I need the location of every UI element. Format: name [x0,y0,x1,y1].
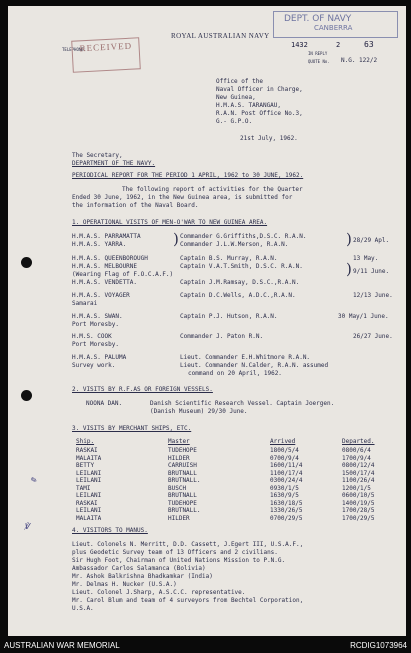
warship-commander: Commander G.Griffiths,D.S.C. R.A.N. [180,233,307,240]
warship-dates: 13 May. [353,255,379,262]
document-page: ROYAL AUSTRALIAN NAVY TELEPHONE: RECEIVED DEPT. OF NAVY CANBERRA 1432 2 63 IN REPLY QUOTE No. N.G. 122/2 Office of the Naval Officer in Charge, New Guinea, H.M.A.S. TARANGAU, R.A.N. Post Office No.3, G.- G.P.O. 21st July, 1962. The Secretary, DEPARTMENT OF THE NAVY. PERIODICAL REPORT FOR THE PERIOD 1 APRIL, 1962 to 30 JUNE, 1962. The following report of activities for the Quarter Ended 30 June, 1962, in the New Guinea area, is submitted for the information of the Naval Board. 1. OPERATIONAL VISITS OF MEN-O'WAR TO NEW GUINEA AREA. H.M.A.S. PARRAMATTA H.M.A.S. YARRA. ) Commander G.Griffiths,D.S.C. R.A.N. Commander J.L.W.Merson, R.A.N. ) 28/29 Apl. H.M.A.S. QUEENBOROUGH Captain B.S. Murray, R.A.N. 13 May. H.M.A.S. MELBOURNE (Wearing Flag of F.O.C.A.F.) Captain V.A.T.Smith, D.S.C. R.A.N. ) 9/11 June. H.M.A.S. VENDETTA. Captain J.M.Ramsay, D.S.C.,R.A.N. H.M.A.S. VOYAGER Samarai Captain D.C.Wells, A.D.C.,R.A.N. 12/13 June. H.M.A.S. SWAN. Port Moresby. Captain P.J. Hutson, R.A.N. 30 May/1 June. H.M.S. COOK Port Moresby. Commander J. Paton R.N. 26/27 June. H.M.A.S. PALUMA Survey work. Lieut. Commander E.H.Whitmore R.A.N. Lieut. Commander N.Calder, R.A.N. assumed command on 20 April, 1962. 2. VISITS BY R.F.AS OR FOREIGN VESSELS. NOONA DAN. Danish Scientific Research Vessel. Captain Joergen. (Danish Museum) 29/30 June. 3. VISITS BY MERCHANT SHIPS, ETC. Ship. Master Arrived Departed. RASKAI TUDEHOPE 1800/5/4 0800/6/4 MALAITA HILDER 0700/9/4 1700/9/4 BETTY CARRUISH 1600/11/4 0800/12/4 LEILANI BRUTNALL 1100/17/4 1500/17/4 LEILANI BRUTNALL. 0300/24/4 1100/26/4 TAMI BUSCH 0930/1/5 1200/1/5 LEILANI BRUTNALL 1630/9/5 0600/10/5 RASKAI TUDEHOPE 1630/18/5 1400/19/5 LEILANI BRUTNALL. 1330/26/5 1700/28/5 MALAITA HILDER 0700/29/5 1700/29/5 ✎ ℣ 4. VISITORS TO MANUS. Lieut. Colonels N. Merritt, D.D. Cassett, J.Egert III, U.S.A.F., plus Geodetic Survey team of 13 Officers and 2 civilians. Sir Hugh Foot, Chairman of United Nations Mission to P.N.G. Ambassador Carlos Salamanca (Bolivia) Mr. Ashok Balkrishna Bhadkamkar (India) Mr. Delmas H. Nucker (U.S.A.) Lieut. Colonel J.Sharp, A.S.C.C. representative. Mr. Carol Blum and team of 4 surveyors from Bechtel Corporation, U.S.A. [8,6,406,636]
table-cell: BRUTNALL [168,469,197,477]
table-cell: 1800/5/4 [270,447,299,454]
file-folio: 63 [364,40,374,49]
intro-line-2: Ended 30 June, 1962, in the New Guinea area, is submitted for [72,194,293,201]
table-cell: 1100/26/4 [342,477,375,484]
warship-commander: Commander J.L.W.Merson, R.A.N. [180,241,289,248]
warship-dates: 30 May/1 June. [338,313,389,320]
table-cell: 1600/11/4 [270,462,303,469]
table-cell: TAMI [76,484,91,492]
table-cell: 0700/9/4 [270,454,299,462]
table-cell: 1100/17/4 [270,469,303,477]
table-cell: BRUTNALL. [168,507,201,514]
table-header: Ship. [76,438,95,445]
intro-line-3: the information of the Naval Board. [72,202,199,209]
warship-ship: Port Moresby. [72,341,119,348]
section-4-heading: 4. VISITORS TO MANUS. [72,527,148,534]
visitor-line: Mr. Delmas H. Nucker (U.S.A.) [72,581,177,588]
table-cell: HILDER [168,514,190,522]
warship-ship: H.M.S. COOK [72,333,112,340]
punch-hole-top [21,257,32,268]
warship-dates: 9/11 June. [353,268,390,275]
table-header: Departed. [342,438,375,445]
table-cell: 1700/9/4 [342,454,371,462]
recipient-line-1: The Secretary, [72,152,123,159]
table-cell: MALAITA [76,514,102,522]
table-cell: 0930/1/5 [270,484,299,492]
table-header: Master [168,438,190,445]
warship-commander: Captain J.M.Ramsay, D.S.C.,R.A.N. [180,279,300,286]
table-cell: BUSCH [168,484,187,492]
table-cell: BRUTNALL [168,492,197,499]
warship-commander: Lieut. Commander N.Calder, R.A.N. assumed [180,362,329,369]
in-reply-label: IN REPLY [308,51,328,56]
table-cell: RASKAI [76,447,98,454]
table-cell: 1500/17/4 [342,469,375,477]
margin-annotation: ✎ [28,475,39,486]
warship-ship: H.M.A.S. PARRAMATTA [72,233,141,240]
punch-hole-bottom [21,390,32,401]
warship-ship: H.M.A.S. VENDETTA. [72,279,138,286]
table-cell: 0800/12/4 [342,462,375,469]
warship-ship: H.M.A.S. VOYAGER [72,292,130,299]
table-cell: BETTY [76,462,95,469]
table-cell: 1330/26/5 [270,507,303,514]
foreign-ship-line-2: (Danish Museum) 29/30 June. [150,408,248,415]
org-heading: ROYAL AUSTRALIAN NAVY [171,32,270,40]
table-cell: TUDEHOPE [168,447,197,454]
table-cell: BRUTNALL. [168,477,201,484]
dept-navy-stamp: DEPT. OF NAVY CANBERRA [273,11,398,38]
recipient-line-2: DEPARTMENT OF THE NAVY. [72,160,156,167]
brace: ) [346,260,352,278]
table-cell: LEILANI [76,477,102,484]
table-cell: 1630/18/5 [270,499,303,507]
warship-dates: 12/13 June. [353,292,393,299]
table-cell: LEILANI [76,469,102,477]
table-cell: 0800/6/4 [342,447,371,454]
foreign-ship-line-1: Danish Scientific Research Vessel. Captain Joergen. [150,400,335,407]
table-cell: 1400/19/5 [342,499,375,507]
visitor-line: Mr. Carol Blum and team of 4 surveyors from Bechtel Corporation, [72,597,304,604]
table-cell: RASKAI [76,499,98,507]
visitor-line: Sir Hugh Foot, Chairman of United Nations Mission to P.N.G. [72,557,286,564]
warship-commander: command on 20 April, 1962. [188,370,282,377]
visitor-line: Lieut. Colonel J.Sharp, A.S.C.C. representative. [72,589,246,596]
warship-ship: Survey work. [72,362,116,369]
table-cell: LEILANI [76,507,102,514]
table-cell: MALAITA [76,454,102,462]
received-stamp: RECEIVED [71,37,141,73]
warship-ship: H.M.A.S. QUEENBOROUGH [72,255,148,262]
letter-date: 21st July, 1962. [240,135,298,142]
file-number: 1432 [291,41,308,49]
table-header: Arrived [270,438,296,445]
table-cell: 0700/29/5 [270,514,303,522]
table-cell: 1700/28/5 [342,507,375,514]
section-2-heading: 2. VISITS BY R.F.AS OR FOREIGN VESSELS. [72,386,213,393]
brace: ) [173,230,179,248]
table-cell: 1700/29/5 [342,514,375,522]
visitor-line: U.S.A. [72,605,94,612]
quote-label: QUOTE No. [308,59,330,64]
warship-ship: H.M.A.S. MELBOURNE [72,263,138,270]
warship-ship: Samarai [72,300,98,307]
quote-value: N.G. 122/2 [341,57,378,64]
foreign-ship-name: NOONA DAN. [86,400,123,407]
section-1-heading: 1. OPERATIONAL VISITS OF MEN-O'WAR TO NEW GUINEA AREA. [72,219,268,226]
table-cell: CARRUISH [168,462,197,469]
visitor-line: plus Geodetic Survey team of 13 Officers and 2 civilians. [72,549,278,556]
visitor-line: Mr. Ashok Balkrishna Bhadkamkar (India) [72,573,213,580]
table-cell: 1630/9/5 [270,492,299,499]
brace: ) [346,230,352,248]
file-part: 2 [336,41,341,49]
section-3-heading: 3. VISITS BY MERCHANT SHIPS, ETC. [72,425,192,432]
warship-ship: (Wearing Flag of F.O.C.A.F.) [72,271,174,278]
warship-ship: H.M.A.S. YARRA. [72,241,127,248]
table-cell: TUDEHOPE [168,499,197,507]
telephone-label: TELEPHONE: [62,47,87,52]
warship-commander: Lieut. Commander E.H.Whitmore R.A.N. [180,354,311,361]
visitor-line: Ambassador Carlos Salamanca (Bolivia) [72,565,206,572]
margin-annotation: ℣ [24,522,30,531]
warship-commander: Captain V.A.T.Smith, D.S.C. R.A.N. [180,263,303,270]
warship-dates: 28/29 Apl. [353,237,390,244]
table-cell: 0300/24/4 [270,477,303,484]
warship-commander: Captain D.C.Wells, A.D.C.,R.A.N. [180,292,296,299]
footer-source: AUSTRALIAN WAR MEMORIAL [4,641,120,650]
warship-ship: H.M.A.S. PALUMA [72,354,127,361]
table-cell: 0600/10/5 [342,492,375,499]
warship-ship: H.M.A.S. SWAN. [72,313,123,320]
warship-ship: Port Moresby. [72,321,119,328]
table-cell: 1200/1/5 [342,484,371,492]
warship-commander: Captain B.S. Murray, R.A.N. [180,255,278,262]
footer-reference: RCDIG1073964 [350,641,407,650]
visitor-line: Lieut. Colonels N. Merritt, D.D. Cassett, J.Egert III, U.S.A.F., [72,541,304,548]
intro-line-1: The following report of activities for the Quarter [122,186,303,193]
archive-footer [0,638,411,653]
warship-commander: Commander J. Paton R.N. [180,333,264,340]
table-cell: LEILANI [76,492,102,499]
warship-dates: 26/27 June. [353,333,393,340]
warship-commander: Captain P.J. Hutson, R.A.N. [180,313,278,320]
table-cell: HILDER [168,454,190,462]
report-subject: PERIODICAL REPORT FOR THE PERIOD 1 APRIL, 1962 to 30 JUNE, 1962. [72,172,304,179]
